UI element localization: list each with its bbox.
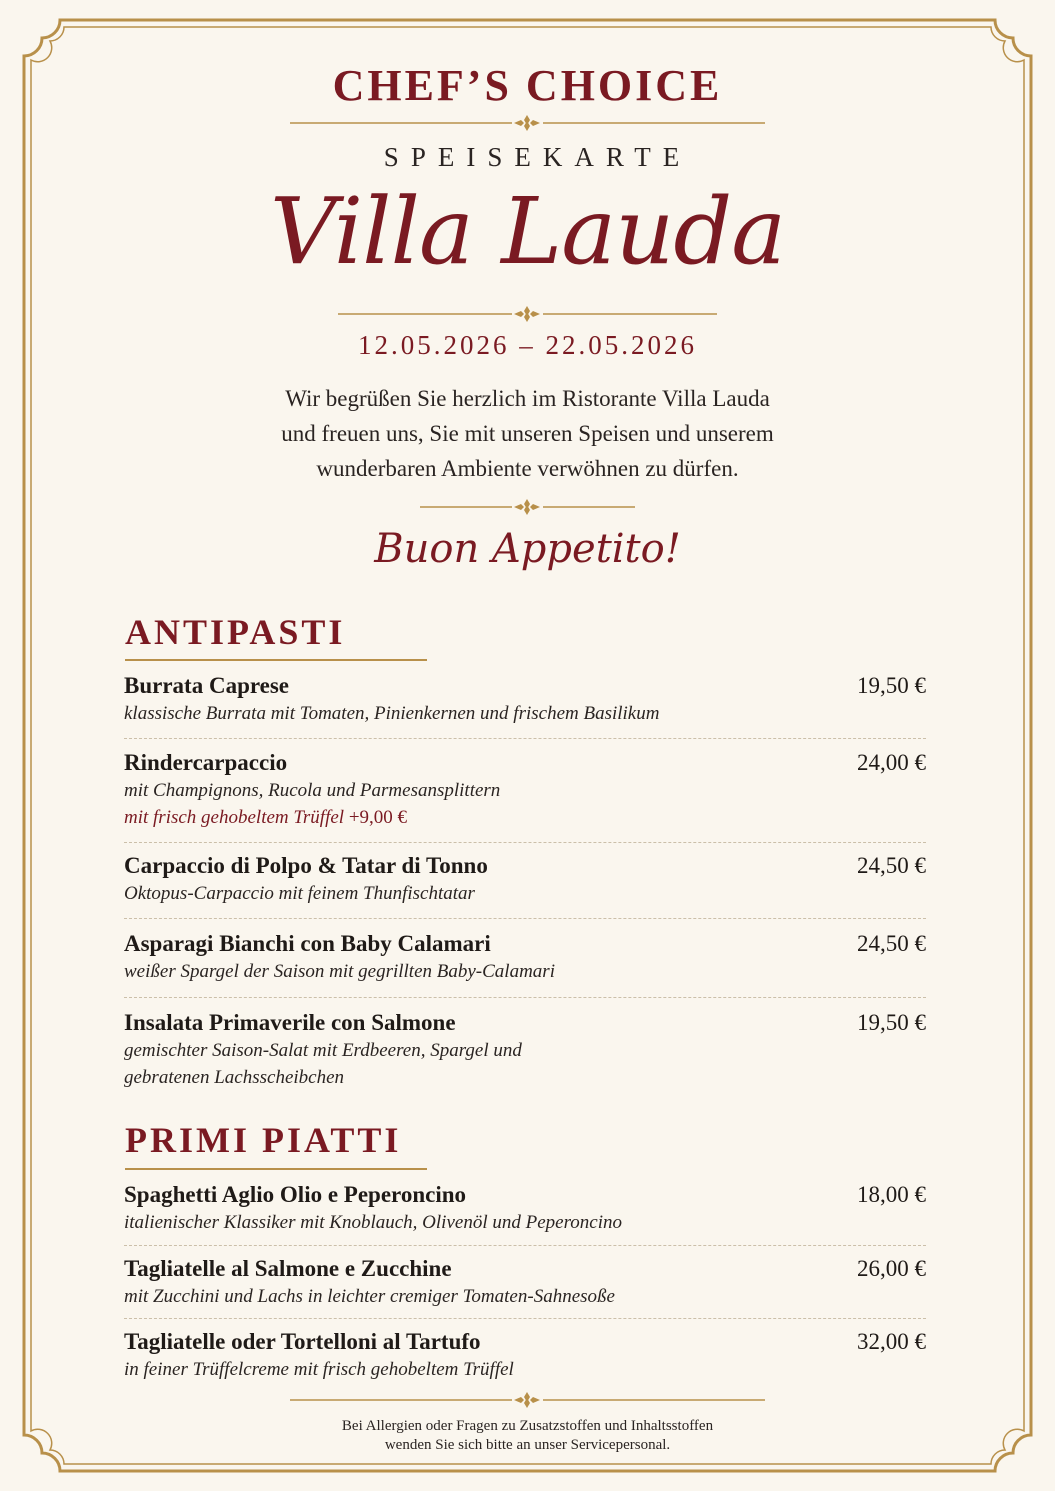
eyebrow-title: CHEF’S CHOICE xyxy=(332,61,723,110)
item-description: italienischer Klassiker mit Knoblauch, Olivenöl und Peperoncino xyxy=(124,1212,622,1233)
ornament-divider-icon xyxy=(514,306,540,322)
item-description: gemischter Saison-Salat mit Erdbeeren, Spargel und xyxy=(124,1040,522,1061)
item-description: Oktopus-Carpaccio mit feinem Thunfischtatar xyxy=(124,883,475,904)
item-supplement xyxy=(124,804,926,832)
welcome-text xyxy=(0,381,1055,486)
welcome-line: wunderbaren Ambiente verwöhnen zu dürfen. xyxy=(316,456,739,481)
item-description: gebratenen Lachsscheibchen xyxy=(124,1067,345,1088)
section-title-antipasti: ANTIPASTI xyxy=(125,612,346,652)
supplement-label: mit frisch gehobeltem Trüffel xyxy=(124,807,345,828)
greeting: Buon Appetito! xyxy=(374,526,681,572)
menu-item xyxy=(124,749,926,832)
menu-item xyxy=(124,930,926,985)
item-separator xyxy=(124,842,926,843)
item-description: klassische Burrata mit Tomaten, Pinienkernen und frischem Basilikum xyxy=(124,703,660,724)
menu-item xyxy=(124,1181,926,1236)
restaurant-name: Villa Lauda xyxy=(269,178,786,285)
allergy-notice-line: wenden Sie sich bitte an unser Servicepersonal. xyxy=(384,1437,671,1453)
item-price: 24,50 € xyxy=(857,853,926,878)
item-name: Tagliatelle al Salmone e Zucchine xyxy=(124,1256,452,1281)
item-price: 19,50 € xyxy=(857,1010,926,1035)
menu-item xyxy=(124,1009,926,1091)
supplement-price: +9,00 € xyxy=(348,807,408,828)
welcome-line: und freuen uns, Sie mit unseren Speisen und unserem xyxy=(281,421,774,446)
item-name: Insalata Primaverile con Salmone xyxy=(124,1010,456,1035)
item-name: Rindercarpaccio xyxy=(124,750,288,775)
allergy-notice-line: Bei Allergien oder Fragen zu Zusatzstoffen und Inhaltsstoffen xyxy=(341,1418,714,1434)
item-separator xyxy=(124,1245,926,1246)
menu-item xyxy=(124,672,926,727)
item-price: 24,00 € xyxy=(857,750,926,775)
item-description: weißer Spargel der Saison mit gegrillten Baby-Calamari xyxy=(124,961,555,982)
item-name: Asparagi Bianchi con Baby Calamari xyxy=(124,931,491,956)
item-price: 18,00 € xyxy=(857,1182,926,1207)
item-separator xyxy=(124,738,926,739)
section-rule xyxy=(125,1168,427,1170)
item-price: 32,00 € xyxy=(857,1329,926,1354)
date-range: 12.05.2026 – 22.05.2026 xyxy=(358,330,697,360)
menu-subtitle: SPEISEKARTE xyxy=(383,142,692,172)
ornament-divider-icon xyxy=(514,499,540,515)
menu-item xyxy=(124,1255,926,1310)
allergy-notice xyxy=(0,1417,1055,1455)
ornament-divider-icon xyxy=(514,115,540,131)
item-separator xyxy=(124,918,926,919)
item-price: 24,50 € xyxy=(857,931,926,956)
item-price: 26,00 € xyxy=(857,1256,926,1281)
menu-item xyxy=(124,1328,926,1383)
item-name: Burrata Caprese xyxy=(124,673,290,698)
item-name: Tagliatelle oder Tortelloni al Tartufo xyxy=(124,1329,481,1354)
section-title-primi-piatti: PRIMI PIATTI xyxy=(125,1120,402,1160)
welcome-line: Wir begrüßen Sie herzlich im Ristorante Villa Lauda xyxy=(285,386,770,411)
item-separator xyxy=(124,1318,926,1319)
section-rule xyxy=(125,659,427,661)
item-separator xyxy=(124,997,926,998)
item-name: Spaghetti Aglio Olio e Peperoncino xyxy=(124,1182,467,1207)
item-price: 19,50 € xyxy=(857,673,926,698)
item-description: in feiner Trüffelcreme mit frisch gehobeltem Trüffel xyxy=(124,1359,514,1380)
item-description: mit Champignons, Rucola und Parmesansplittern xyxy=(124,780,501,801)
item-name: Carpaccio di Polpo & Tatar di Tonno xyxy=(124,853,488,878)
item-description: mit Zucchini und Lachs in leichter cremiger Tomaten-Sahnesoße xyxy=(124,1286,615,1307)
menu-item xyxy=(124,852,926,907)
ornament-divider-icon xyxy=(514,1392,540,1408)
